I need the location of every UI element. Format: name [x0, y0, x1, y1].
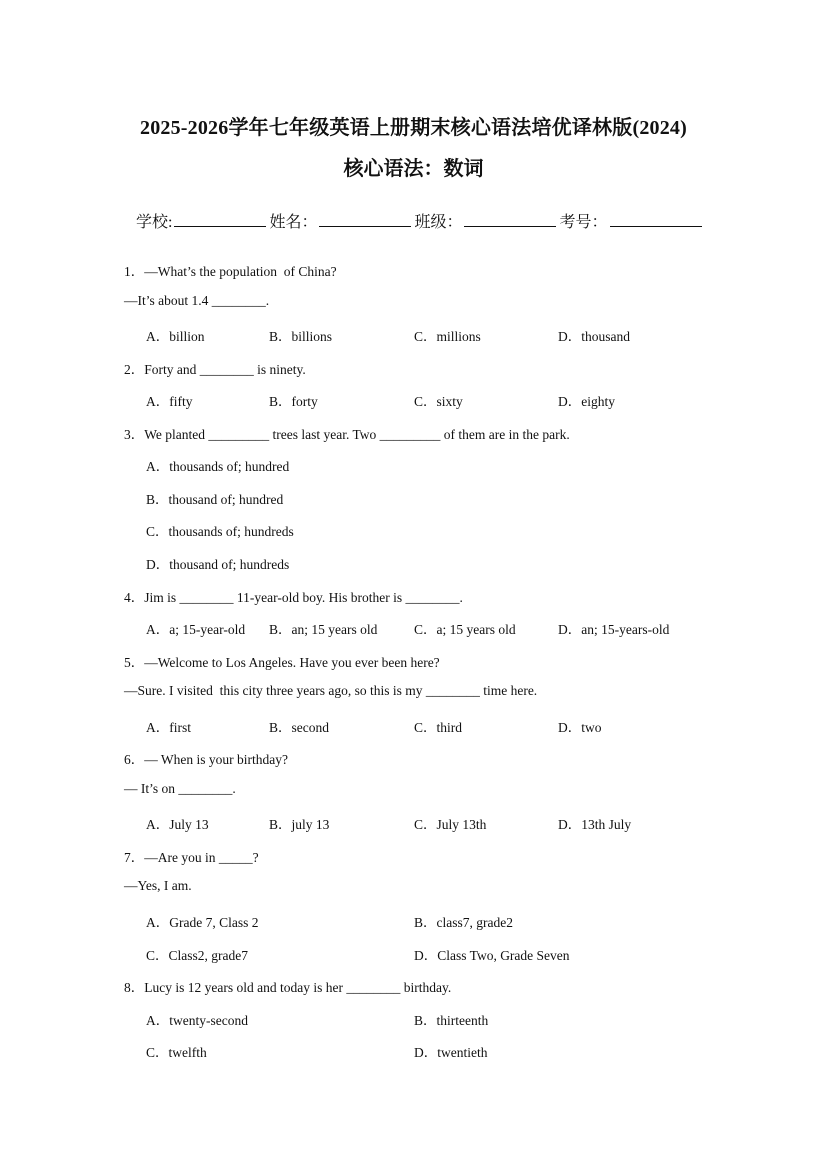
answer-option-d[interactable]: D．twentieth: [414, 1045, 488, 1061]
answer-option-d[interactable]: D．two: [558, 719, 602, 735]
answer-option-a[interactable]: A．a; 15-year-old: [146, 622, 246, 638]
answer-option-d[interactable]: D．13th July: [558, 817, 632, 833]
answer-option-a[interactable]: A．July 13: [146, 817, 209, 833]
name-label: 姓名：: [269, 214, 318, 231]
answer-option-c[interactable]: C．third: [414, 719, 463, 735]
answer-option-a[interactable]: A．Grade 7, Class 2: [146, 915, 259, 930]
question-dialogue-line: — It’s on ________.: [124, 780, 236, 796]
class-blank[interactable]: [464, 212, 556, 227]
exam-number-label: 考号：: [559, 214, 608, 231]
answer-option-a[interactable]: A．twenty-second: [146, 1012, 248, 1028]
answer-option-c[interactable]: C．Class2, grade7: [146, 947, 248, 963]
answer-option-a[interactable]: A．fifty: [146, 394, 193, 410]
question-stem: 5．—Welcome to Los Angeles. Have you ever been here?: [124, 654, 440, 670]
question-stem: 4．Jim is ________ 11-year-old boy. His brother is ________.: [124, 589, 463, 605]
answer-option-b[interactable]: B．an; 15 years old: [269, 622, 378, 638]
question-stem: 7．—Are you in _____?: [124, 849, 259, 865]
question-stem: 6．— When is your birthday?: [124, 752, 288, 768]
answer-option-a[interactable]: A．thousands of; hundred: [146, 459, 290, 475]
question-dialogue-line: —It’s about 1.4 ________.: [124, 292, 270, 308]
document-title: 2025-2026学年七年级英语上册期末核心语法培优译林版(2024): [140, 117, 687, 139]
answer-option-b[interactable]: B．july 13: [269, 817, 330, 833]
answer-option-c[interactable]: C．a; 15 years old: [414, 622, 516, 638]
answer-option-b[interactable]: B．thirteenth: [414, 1012, 489, 1028]
document-subtitle: 核心语法：数词: [343, 158, 484, 180]
question-stem: 2．Forty and ________ is ninety.: [124, 361, 306, 377]
answer-option-d[interactable]: D．thousand of; hundreds: [146, 556, 290, 572]
answer-option-b[interactable]: B．billions: [269, 329, 333, 345]
answer-option-d[interactable]: D．eighty: [558, 394, 615, 410]
question-stem: 1．—What’s the population of China?: [124, 264, 337, 279]
answer-option-a[interactable]: A．billion: [146, 329, 205, 345]
question-stem: 3．We planted _________ trees last year. Two _________ of them are in the park.: [124, 426, 570, 442]
exam-number-blank[interactable]: [610, 212, 702, 227]
answer-option-d[interactable]: D．an; 15-years-old: [558, 622, 670, 638]
answer-option-c[interactable]: C．July 13th: [414, 817, 487, 833]
answer-option-a[interactable]: A．first: [146, 719, 191, 735]
question-dialogue-line: —Yes, I am.: [124, 878, 192, 894]
answer-option-c[interactable]: C．twelfth: [146, 1045, 207, 1061]
school-blank[interactable]: [174, 212, 266, 227]
question-stem: 8．Lucy is 12 years old and today is her ________ birthday.: [124, 980, 452, 996]
answer-option-c[interactable]: C．thousands of; hundreds: [146, 524, 294, 540]
class-label: 班级：: [414, 214, 463, 231]
answer-option-c[interactable]: C．millions: [414, 329, 481, 345]
answer-option-d[interactable]: D．Class Two, Grade Seven: [414, 947, 570, 963]
student-info-form: [136, 209, 705, 232]
school-label: 学校:: [136, 214, 173, 231]
answer-option-c[interactable]: C．sixty: [414, 394, 463, 410]
answer-option-b[interactable]: B．thousand of; hundred: [146, 491, 284, 507]
name-blank[interactable]: [319, 212, 411, 227]
question-dialogue-line: —Sure. I visited this city three years ago, so this is my ________ time here.: [124, 683, 538, 699]
answer-option-b[interactable]: B．forty: [269, 394, 318, 410]
answer-option-d[interactable]: D．thousand: [558, 329, 630, 345]
answer-option-b[interactable]: B．class7, grade2: [414, 915, 513, 930]
answer-option-b[interactable]: B．second: [269, 719, 329, 735]
